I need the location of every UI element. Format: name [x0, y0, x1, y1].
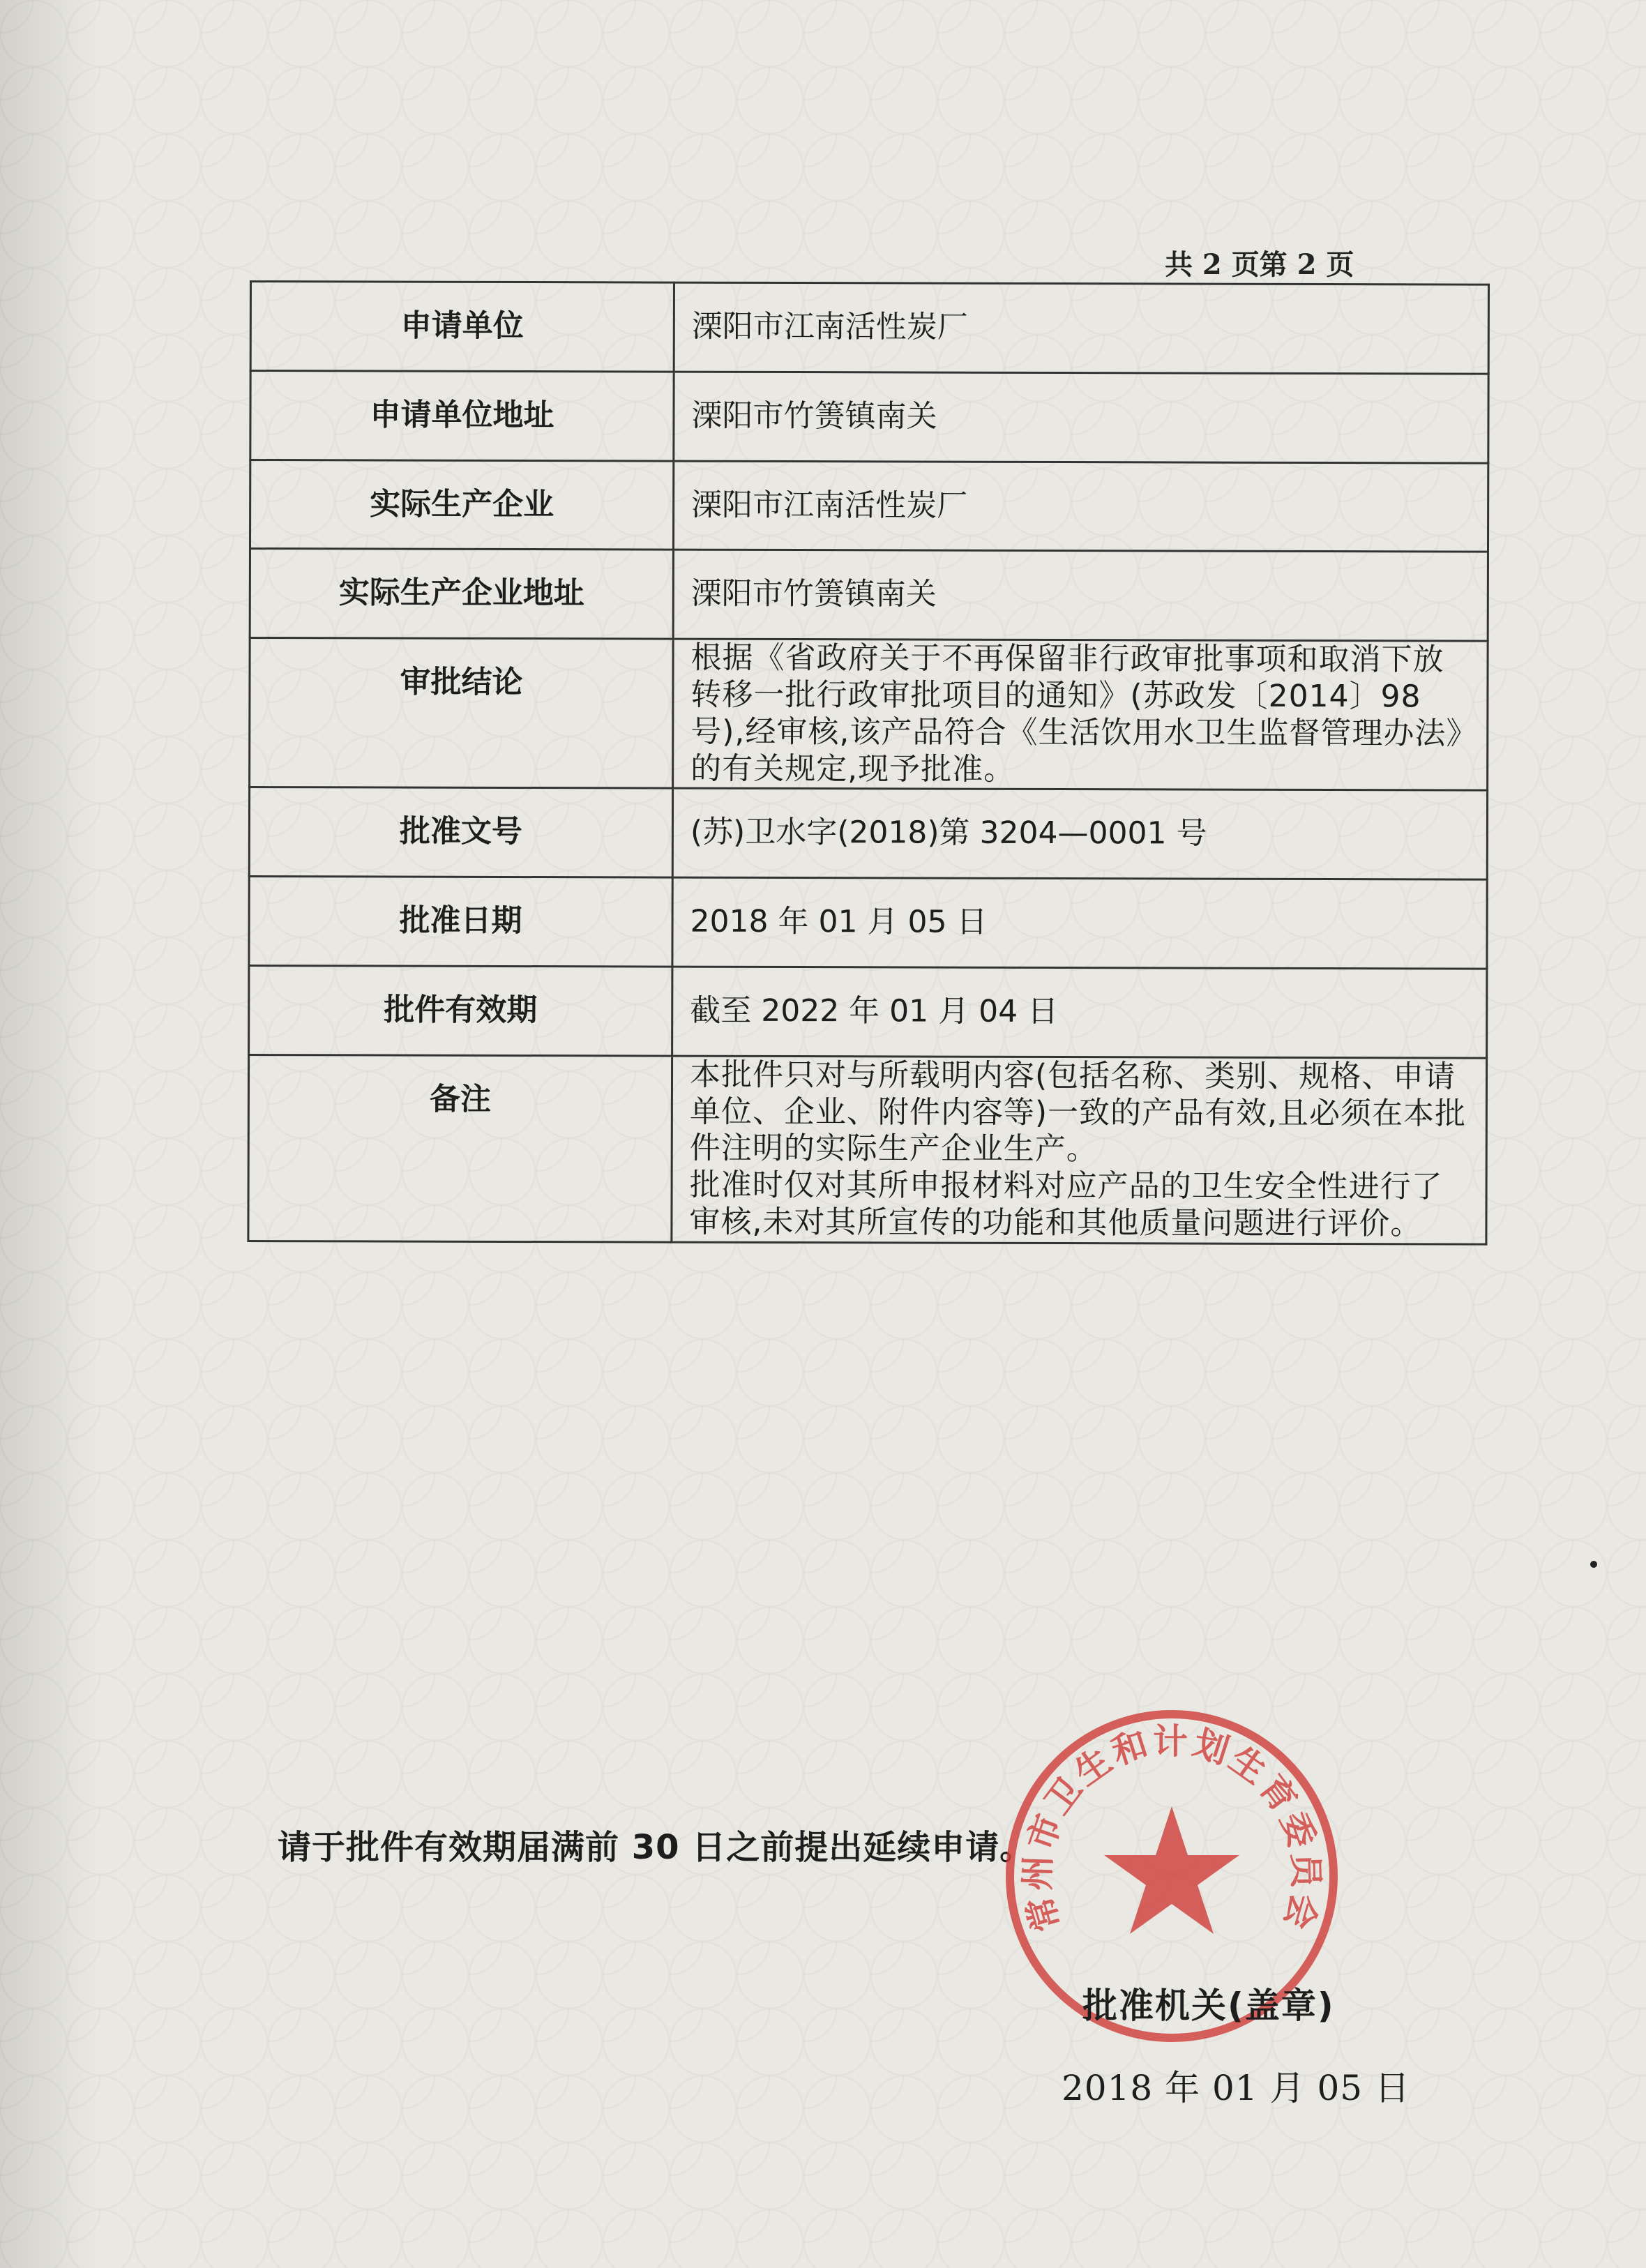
approval-authority-label: 批准机关(盖章): [1082, 1986, 1335, 2026]
approval-number-label: 批准文号: [249, 787, 672, 877]
approval-date-label: 批准日期: [249, 877, 672, 967]
applicant-address-value: 溧阳市竹箦镇南关: [674, 372, 1488, 463]
remarks-value: [672, 1056, 1487, 1244]
table-row: [250, 460, 1488, 552]
table-row: [250, 370, 1488, 462]
approval-form-table: [247, 280, 1490, 1245]
validity-label: 批件有效期: [249, 965, 672, 1055]
approval-date-value: 2018 年 01 月 05 日: [672, 877, 1487, 969]
remarks-paragraph-1: 本批件只对与所载明内容(包括名称、类别、规格、申请单位、企业、附件内容等)一致的产品有效,且必须在本批件注明的实际生产企业生产。: [689, 1057, 1467, 1167]
applicant-address-label: 申请单位地址: [250, 370, 674, 460]
page-indicator: 共 2 页第 2 页: [1165, 248, 1354, 281]
applicant-value: 溧阳市江南活性炭厂: [674, 282, 1488, 374]
table-row: [249, 877, 1487, 969]
manufacturer-label: 实际生产企业: [250, 460, 673, 550]
conclusion-label: 审批结论: [250, 638, 674, 789]
table-row: [249, 965, 1487, 1057]
ink-speck: [1590, 1561, 1597, 1568]
table-row: [248, 1054, 1487, 1244]
page-shadow: [0, 0, 98, 2268]
applicant-label: 申请单位: [250, 282, 674, 372]
table-row: [250, 282, 1488, 374]
conclusion-value: 根据《省政府关于不再保留非行政审批事项和取消下放转移一批行政审批项目的通知》(苏政发〔2014〕98 号),经审核,该产品符合《生活饮用水卫生监督管理办法》的有关规定,现予批准。: [673, 639, 1488, 790]
table-row: [250, 638, 1488, 791]
seal-text: 常州市卫生和计划生育委员会: [1017, 1721, 1327, 1937]
remarks-label: 备注: [248, 1054, 672, 1242]
remarks-paragraph-2: 批准时仅对其所申报材料对应产品的卫生安全性进行了审核,未对其所宣传的功能和其他质量问题进行评价。: [689, 1167, 1443, 1242]
table-row: [250, 549, 1488, 641]
manufacturer-address-value: 溧阳市竹箦镇南关: [673, 550, 1488, 641]
signature-date: 2018 年 01 月 05 日: [1062, 2068, 1410, 2108]
manufacturer-address-label: 实际生产企业地址: [250, 549, 673, 639]
table-row: [249, 787, 1487, 879]
renewal-notice: 请于批件有效期届满前 30 日之前提出延续申请。: [278, 1828, 1034, 1867]
validity-value: 截至 2022 年 01 月 04 日: [672, 967, 1487, 1058]
manufacturer-value: 溧阳市江南活性炭厂: [673, 461, 1488, 552]
approval-number-value: (苏)卫水字(2018)第 3204—0001 号: [672, 788, 1487, 879]
